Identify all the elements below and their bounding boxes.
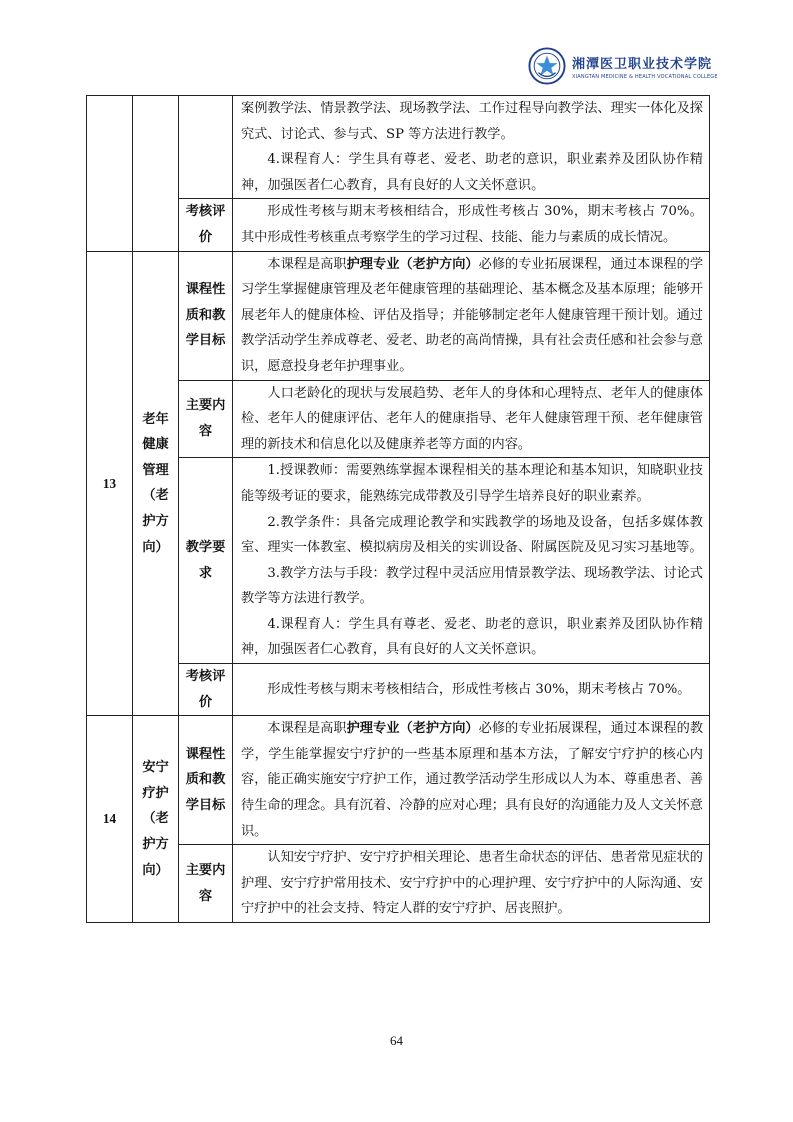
- assessment-text: [233, 199, 710, 251]
- content-paragraph: 人口老龄化的现状与发展趋势、老年人的身体和心理特点、老年人的健康体检、老年人的健康评估、老年人的健康指导、老年人健康管理干预、老年健康管理的新技术和信息化以及健康养老等方面的内容。: [241, 385, 703, 452]
- teaching-requirements-cont: [233, 96, 710, 199]
- goal-paragraph: [241, 716, 703, 844]
- page-number: 64: [390, 1033, 403, 1048]
- assessment-text: [233, 664, 710, 716]
- goal-post: 必修的专业拓展课程，通过本课程的教学，学生能掌握安宁疗护的一些基本原理和基本方法，了解安宁疗护的核心内容，能正确实施安宁疗护工作，通过教学活动学生形成以人为本、尊重患者、善待生命的理念。具有沉着、冷静的应对心理；具有良好的沟通能力及人文关怀意识。: [241, 721, 704, 839]
- course-name: 安宁疗护（老护方向）: [133, 716, 179, 923]
- goal-pre: 本课程是高职: [267, 256, 347, 272]
- table-row: [87, 845, 710, 923]
- goal-label: 课程性质和教学目标: [179, 251, 233, 380]
- row-label-cell: [179, 96, 233, 199]
- content-text: [233, 380, 710, 458]
- logo-title: 湘潭医卫职业技术学院: [572, 56, 713, 72]
- course-name-cell: [133, 96, 179, 252]
- content-text: [233, 845, 710, 923]
- requirement-line: 1.授课教师：需要熟练掌握本课程相关的基本理论和基本知识，知晓职业技能等级考证的要求，能熟练完成带教及引导学生培养良好的职业素养。: [241, 463, 703, 504]
- goal-pre: 本课程是高职: [267, 721, 347, 737]
- requirements-label: 教学要求: [179, 458, 233, 664]
- requirement-line: 案例教学法、情景教学法、现场教学法、工作过程导向教学法、理实一体化及探究式、讨论式、参与式、SP 等方法进行教学。: [241, 101, 703, 142]
- table-row: [87, 380, 710, 458]
- assessment-paragraph: 形成性考核与期末考核相结合，形成性考核占 30%，期末考核占 70%。: [267, 681, 691, 697]
- goal-paragraph: [241, 252, 703, 380]
- course-table: [86, 95, 710, 923]
- table-row: [87, 251, 710, 380]
- course-number: 13: [87, 251, 133, 716]
- requirement-line: 4.课程育人：学生具有尊老、爱老、助老的意识，职业素养及团队协作精神，加强医者仁心教育，具有良好的人文关怀意识。: [241, 152, 703, 193]
- course-number: 14: [87, 716, 133, 923]
- content-paragraph: 认知安宁疗护、安宁疗护相关理论、患者生命状态的评估、患者常见症状的护理、安宁疗护常用技术、安宁疗护中的心理护理、安宁疗护中的人际沟通、安宁疗护中的社会支持、特定人群的安宁疗护、居丧照护。: [241, 850, 703, 917]
- requirement-line: 4.课程育人：学生具有尊老、爱老、助老的意识，职业素养及团队协作精神，加强医者仁心教育，具有良好的人文关怀意识。: [241, 616, 703, 658]
- goal-major: 护理专业（老护方向）: [346, 721, 479, 737]
- table-row: [87, 96, 710, 199]
- content-label: 主要内容: [179, 845, 233, 923]
- assessment-paragraph: 形成性考核与期末考核相结合，形成性考核占 30%，期末考核占 70%。其中形成性考核重点考察学生的学习过程、技能、能力与素质的成长情况。: [241, 204, 703, 245]
- course-number-cell: [87, 96, 133, 252]
- assessment-label: 考核评价: [179, 664, 233, 716]
- course-name: 老年健康管理（老护方向）: [133, 251, 179, 716]
- goal-text: [233, 251, 710, 380]
- content-label: 主要内容: [179, 380, 233, 458]
- goal-text: [233, 716, 710, 845]
- goal-major: 护理专业（老护方向）: [346, 256, 479, 272]
- logo-text: [572, 53, 718, 80]
- requirement-line: 2.教学条件：具备完成理论教学和实践教学的场地及设备，包括多媒体教室、理实一体教室、模拟病房及相关的实训设备、附属医院及见习实习基地等。: [241, 514, 703, 556]
- requirement-line: 3.教学方法与手段：教学过程中灵活应用情景教学法、现场教学法、讨论式教学等方法进行教学。: [241, 565, 703, 607]
- requirements-text: [233, 458, 710, 664]
- goal-post: 必修的专业拓展课程，通过本课程的学习学生掌握健康管理及老年健康管理的基础理论、基本概念及基本原理；能够开展老年人的健康体检、评估及指导；并能够制定老年人健康管理干预计划。通过教学活动学生养成尊老、爱老、助老的高尚情操，具有社会责任感和社会参与意识，愿意投身老年护理事业。: [241, 256, 704, 374]
- header-logo: [528, 46, 718, 86]
- logo-subtitle: XIANGTAN MEDICINE & HEALTH VOCATIONAL COLLEGE: [572, 73, 718, 80]
- table-row: [87, 716, 710, 845]
- table-row: [87, 199, 710, 251]
- table-row: [87, 458, 710, 664]
- assessment-label: 考核评价: [179, 199, 233, 251]
- table-row: [87, 664, 710, 716]
- college-seal-icon: [528, 47, 566, 85]
- goal-label: 课程性质和教学目标: [179, 716, 233, 845]
